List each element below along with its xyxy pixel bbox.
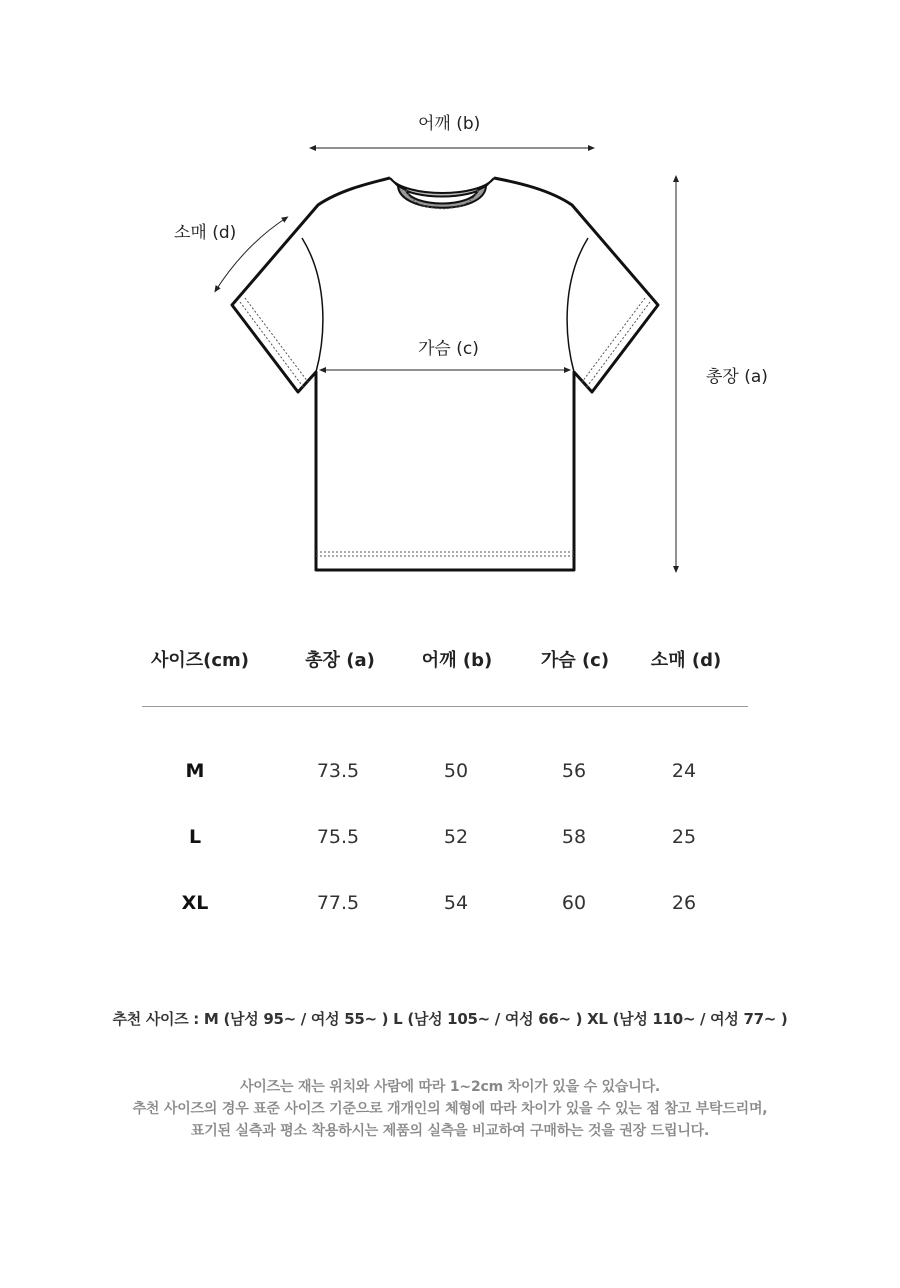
length-cell: 75.5 <box>316 826 360 848</box>
size-cell: L <box>188 826 202 848</box>
recommended-size-text: 추천 사이즈 : M (남성 95~ / 여성 55~ ) L (남성 105~ / 여성 66~ ) XL (남성 110~ / 여성 77~ ) <box>112 1010 788 1028</box>
note-line: 사이즈는 재는 위치와 사람에 따라 1~2cm 차이가 있을 수 있습니다. <box>239 1079 661 1095</box>
header-chest: 가슴 (c) <box>540 650 610 671</box>
sleeve-label: 소매 (d) <box>174 223 237 243</box>
sleeve-cell: 26 <box>671 892 697 914</box>
header-sleeve: 소매 (d) <box>650 650 722 671</box>
chest-cell: 56 <box>561 760 587 782</box>
table-row <box>140 826 750 856</box>
shoulder-label: 어깨 (b) <box>418 114 481 134</box>
header-divider <box>142 706 748 707</box>
size-cell: XL <box>181 892 209 914</box>
length-cell: 77.5 <box>316 892 360 914</box>
length-cell: 73.5 <box>316 760 360 782</box>
sleeve-cell: 24 <box>671 760 697 782</box>
shoulder-cell: 54 <box>443 892 469 914</box>
shoulder-cell: 52 <box>443 826 469 848</box>
size-cell: M <box>185 760 205 782</box>
sleeve-cell: 25 <box>671 826 697 848</box>
header-length: 총장 (a) <box>305 650 375 671</box>
table-row <box>140 892 750 922</box>
note-line: 추천 사이즈의 경우 표준 사이즈 기준으로 개개인의 체형에 따라 차이가 있을 수 있는 점 참고 부탁드리며, <box>132 1101 768 1117</box>
note-line: 표기된 실측과 평소 착용하시는 제품의 실측을 비교하여 구매하는 것을 권장 드립니다. <box>190 1123 710 1139</box>
chest-cell: 60 <box>561 892 587 914</box>
chest-label: 가슴 (c) <box>418 339 479 359</box>
tshirt-illustration <box>0 0 900 600</box>
table-row <box>140 760 750 790</box>
size-notes <box>0 1076 900 1142</box>
shoulder-cell: 50 <box>443 760 469 782</box>
chest-cell: 58 <box>561 826 587 848</box>
length-label: 총장 (a) <box>706 367 768 387</box>
tshirt-diagram <box>0 0 900 600</box>
header-shoulder: 어깨 (b) <box>421 650 493 671</box>
header-size: 사이즈(cm) <box>150 650 250 671</box>
